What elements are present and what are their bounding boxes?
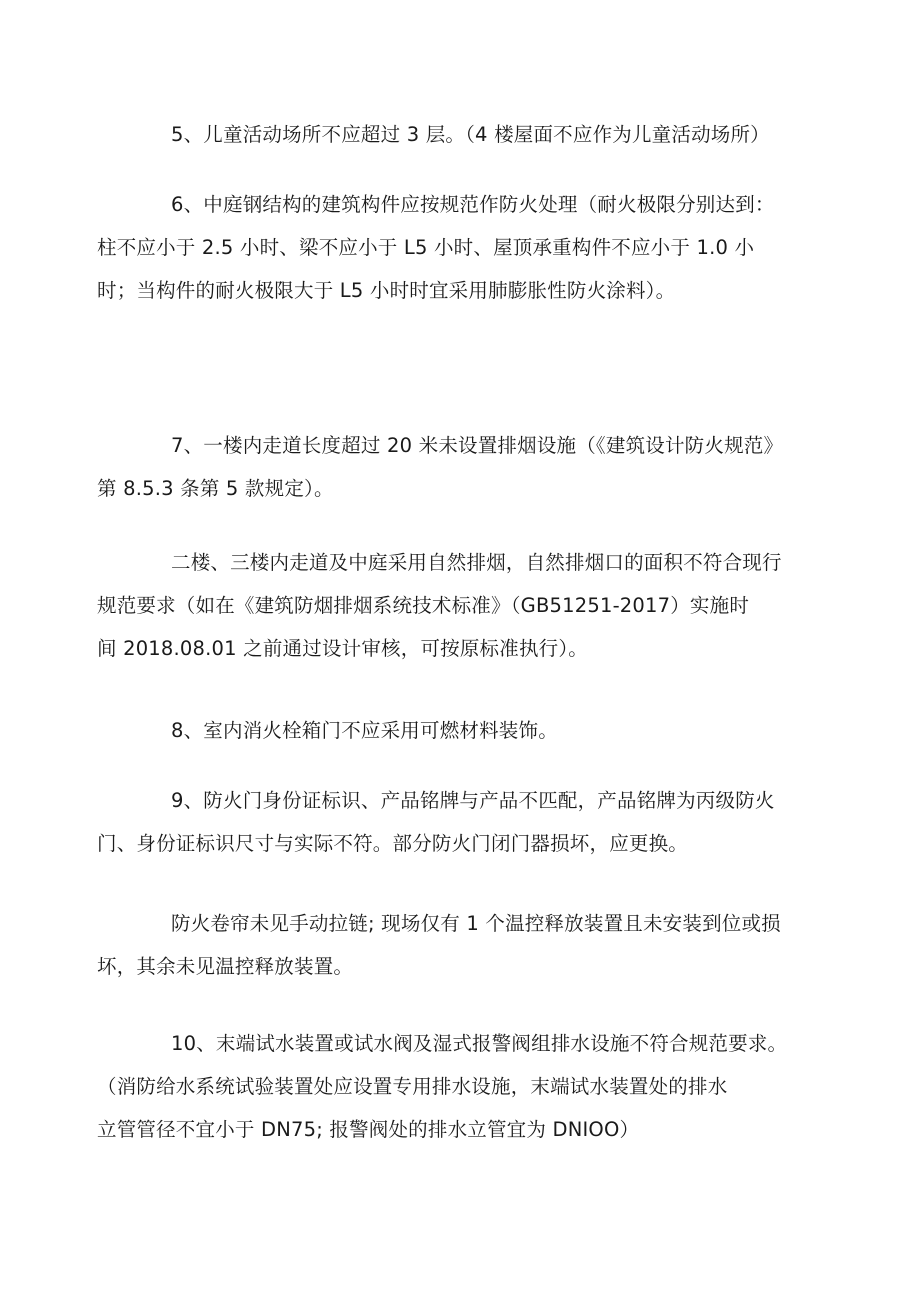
text-line: 规范要求（如在《建筑防烟排烟系统技术标准》（GB51251-2017）实施时 xyxy=(97,594,750,617)
text-line: 10、末端试水装置或试水阀及湿式报警阀组排水设施不符合规范要求。 xyxy=(171,1032,788,1055)
paragraph-item-8 xyxy=(134,709,804,752)
paragraph-item-6 xyxy=(97,183,804,312)
text-line: 坏，其余未见温控释放装置。 xyxy=(97,955,354,978)
paragraph-item-7-smoke-exhaust xyxy=(97,541,804,670)
paragraph-item-7 xyxy=(97,424,804,510)
text-line: 间 2018.08.01 之前通过设计审核，可按原标准执行）。 xyxy=(97,637,588,660)
text-line: （消防给水系统试验装置处应设置专用排水设施，末端试水装置处的排水 xyxy=(97,1075,728,1098)
text-line: 6、中庭钢结构的建筑构件应按规范作防火处理（耐火极限分别达到： xyxy=(171,193,775,216)
text-line: 时；当构件的耐火极限大于 L5 小时时宜采用肺膨胀性防火涂料）。 xyxy=(97,279,676,302)
text-line: 门、身份证标识尺寸与实际不符。部分防火门闭门器损坏，应更换。 xyxy=(97,832,689,855)
text-line: 8、室内消火栓箱门不应采用可燃材料装饰。 xyxy=(171,719,558,742)
paragraph-item-9 xyxy=(97,779,804,865)
text-line: 防火卷帘未见手动拉链; 现场仅有 1 个温控释放装置且未安装到位或损 xyxy=(171,912,781,935)
paragraph-item-5 xyxy=(134,113,804,156)
text-line: 5、儿童活动场所不应超过 3 层。（4 楼屋面不应作为儿童活动场所） xyxy=(171,123,770,146)
text-line: 柱不应小于 2.5 小时、梁不应小于 L5 小时、屋顶承重构件不应小于 1.0 小 xyxy=(97,236,755,259)
paragraph-item-10 xyxy=(97,1022,804,1151)
text-line: 9、防火门身份证标识、产品铭牌与产品不匹配，产品铭牌为丙级防火 xyxy=(171,789,775,812)
text-line: 7、一楼内走道长度超过 20 米未设置排烟设施（《建筑设计防火规范》 xyxy=(171,434,784,457)
text-line: 第 8.5.3 条第 5 款规定）。 xyxy=(97,477,334,500)
paragraph-item-9-fire-shutter xyxy=(97,902,804,988)
text-line: 二楼、三楼内走道及中庭采用自然排烟，自然排烟口的面积不符合现行 xyxy=(171,551,782,574)
text-line: 立管管径不宜小于 DN75; 报警阀处的排水立管宜为 DNIOO） xyxy=(97,1118,640,1141)
